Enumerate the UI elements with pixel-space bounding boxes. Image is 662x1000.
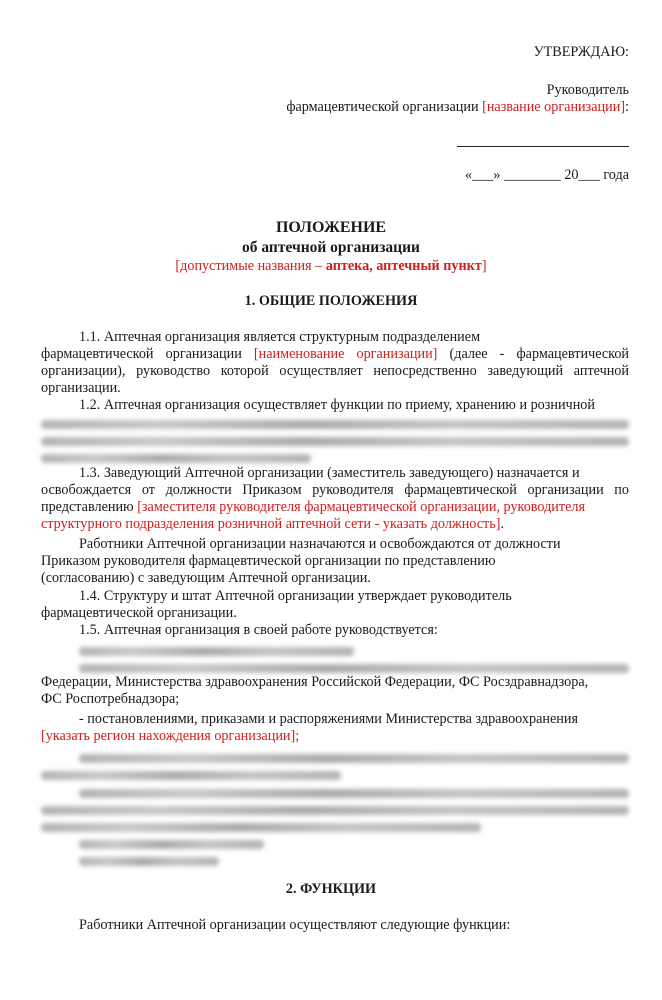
workers-line2: Приказом руководителя фармацевтической организации по представлению bbox=[41, 553, 496, 569]
blurred-text bbox=[79, 664, 629, 673]
position-placeholder-1: [заместителя руководителя фармацевтической организации, руководителя bbox=[137, 499, 585, 515]
org-line bbox=[286, 99, 629, 116]
doc-title: ПОЛОЖЕНИЕ bbox=[275, 219, 387, 236]
p1-3-line3-a: представлению bbox=[41, 499, 138, 515]
blurred-text bbox=[41, 823, 481, 832]
p1-1-line2-b: (далее - фармацевтической bbox=[437, 346, 630, 362]
blurred-text bbox=[79, 857, 219, 866]
blurred-text bbox=[41, 420, 629, 429]
p1-3-line3 bbox=[41, 499, 585, 516]
p1-3-line4 bbox=[41, 516, 504, 533]
region-placeholder: [указать регион нахождения организации] bbox=[41, 728, 296, 744]
p1-3-line4-b: . bbox=[500, 516, 504, 532]
section-2-heading: 2. ФУНКЦИИ bbox=[285, 881, 377, 897]
region-suffix: ; bbox=[295, 728, 300, 744]
signature-line bbox=[457, 146, 629, 147]
p1-1-line1: 1.1. Аптечная организация является структурным подразделением bbox=[79, 329, 481, 345]
date-line: «___» ________ 20___ года bbox=[465, 167, 629, 183]
head-title: Руководитель bbox=[546, 82, 629, 98]
blurred-text bbox=[79, 840, 264, 849]
org-name-placeholder: [наименование организации] bbox=[253, 346, 438, 362]
org-placeholder: [название организации] bbox=[482, 99, 626, 115]
title-note-open: [допустимые названия – bbox=[175, 258, 326, 274]
p1-1-line4: организации. bbox=[41, 380, 121, 396]
p1-1-line2 bbox=[41, 346, 629, 363]
workers-line3: (согласованию) с заведующим Аптечной организации. bbox=[41, 570, 371, 586]
title-note-close: ] bbox=[481, 258, 487, 274]
position-placeholder-2: структурного подразделения розничной аптечной сети - указать должность] bbox=[41, 516, 501, 532]
blurred-text bbox=[79, 789, 629, 798]
doc-subtitle: об аптечной организации bbox=[242, 239, 420, 256]
blurred-text bbox=[41, 437, 629, 446]
approve-label: УТВЕРЖДАЮ: bbox=[533, 44, 629, 60]
blurred-text bbox=[79, 647, 354, 656]
p1-4-line1: 1.4. Структуру и штат Аптечной организации утверждает руководитель bbox=[79, 588, 512, 604]
blurred-text bbox=[41, 771, 341, 780]
p1-3-line1: 1.3. Заведующий Аптечной организации (заместитель заведующего) назначается и bbox=[79, 465, 580, 481]
p1-2-line1: 1.2. Аптечная организация осуществляет функции по приему, хранению и розничной bbox=[79, 397, 595, 413]
org-line-text: фармацевтической организации bbox=[286, 99, 483, 115]
blurred-text bbox=[41, 454, 311, 463]
p1-5-line1: 1.5. Аптечная организация в своей работе руководствуется: bbox=[79, 622, 438, 638]
org-line-suffix: : bbox=[625, 99, 629, 115]
p1-5-post: - постановлениями, приказами и распоряжениями Министерства здравоохранения bbox=[79, 711, 578, 727]
p1-4-line2: фармацевтической организации. bbox=[41, 605, 237, 621]
title-note-bold: аптека, аптечный пункт bbox=[325, 258, 482, 274]
p1-5-fed: Федерации, Министерства здравоохранения Российской Федерации, ФС Росздравнадзора, bbox=[41, 674, 589, 690]
p1-3-line2: освобождается от должности Приказом руководителя фармацевтической организации по bbox=[41, 482, 629, 498]
p1-5-fs: ФС Роспотребнадзора; bbox=[41, 691, 180, 707]
blurred-text bbox=[79, 754, 629, 763]
blurred-text bbox=[41, 806, 629, 815]
title-note bbox=[0, 258, 662, 275]
section-2-intro: Работники Аптечной организации осуществляют следующие функции: bbox=[79, 917, 511, 933]
p1-1-line2-a: фармацевтической организации bbox=[41, 346, 254, 362]
p1-5-region bbox=[41, 728, 299, 745]
section-1-heading: 1. ОБЩИЕ ПОЛОЖЕНИЯ bbox=[244, 293, 418, 309]
p1-1-line3: организации), руководство которой осуществляет непосредственно заведующий аптечной bbox=[41, 363, 629, 379]
workers-line1: Работники Аптечной организации назначаются и освобождаются от должности bbox=[79, 536, 561, 552]
